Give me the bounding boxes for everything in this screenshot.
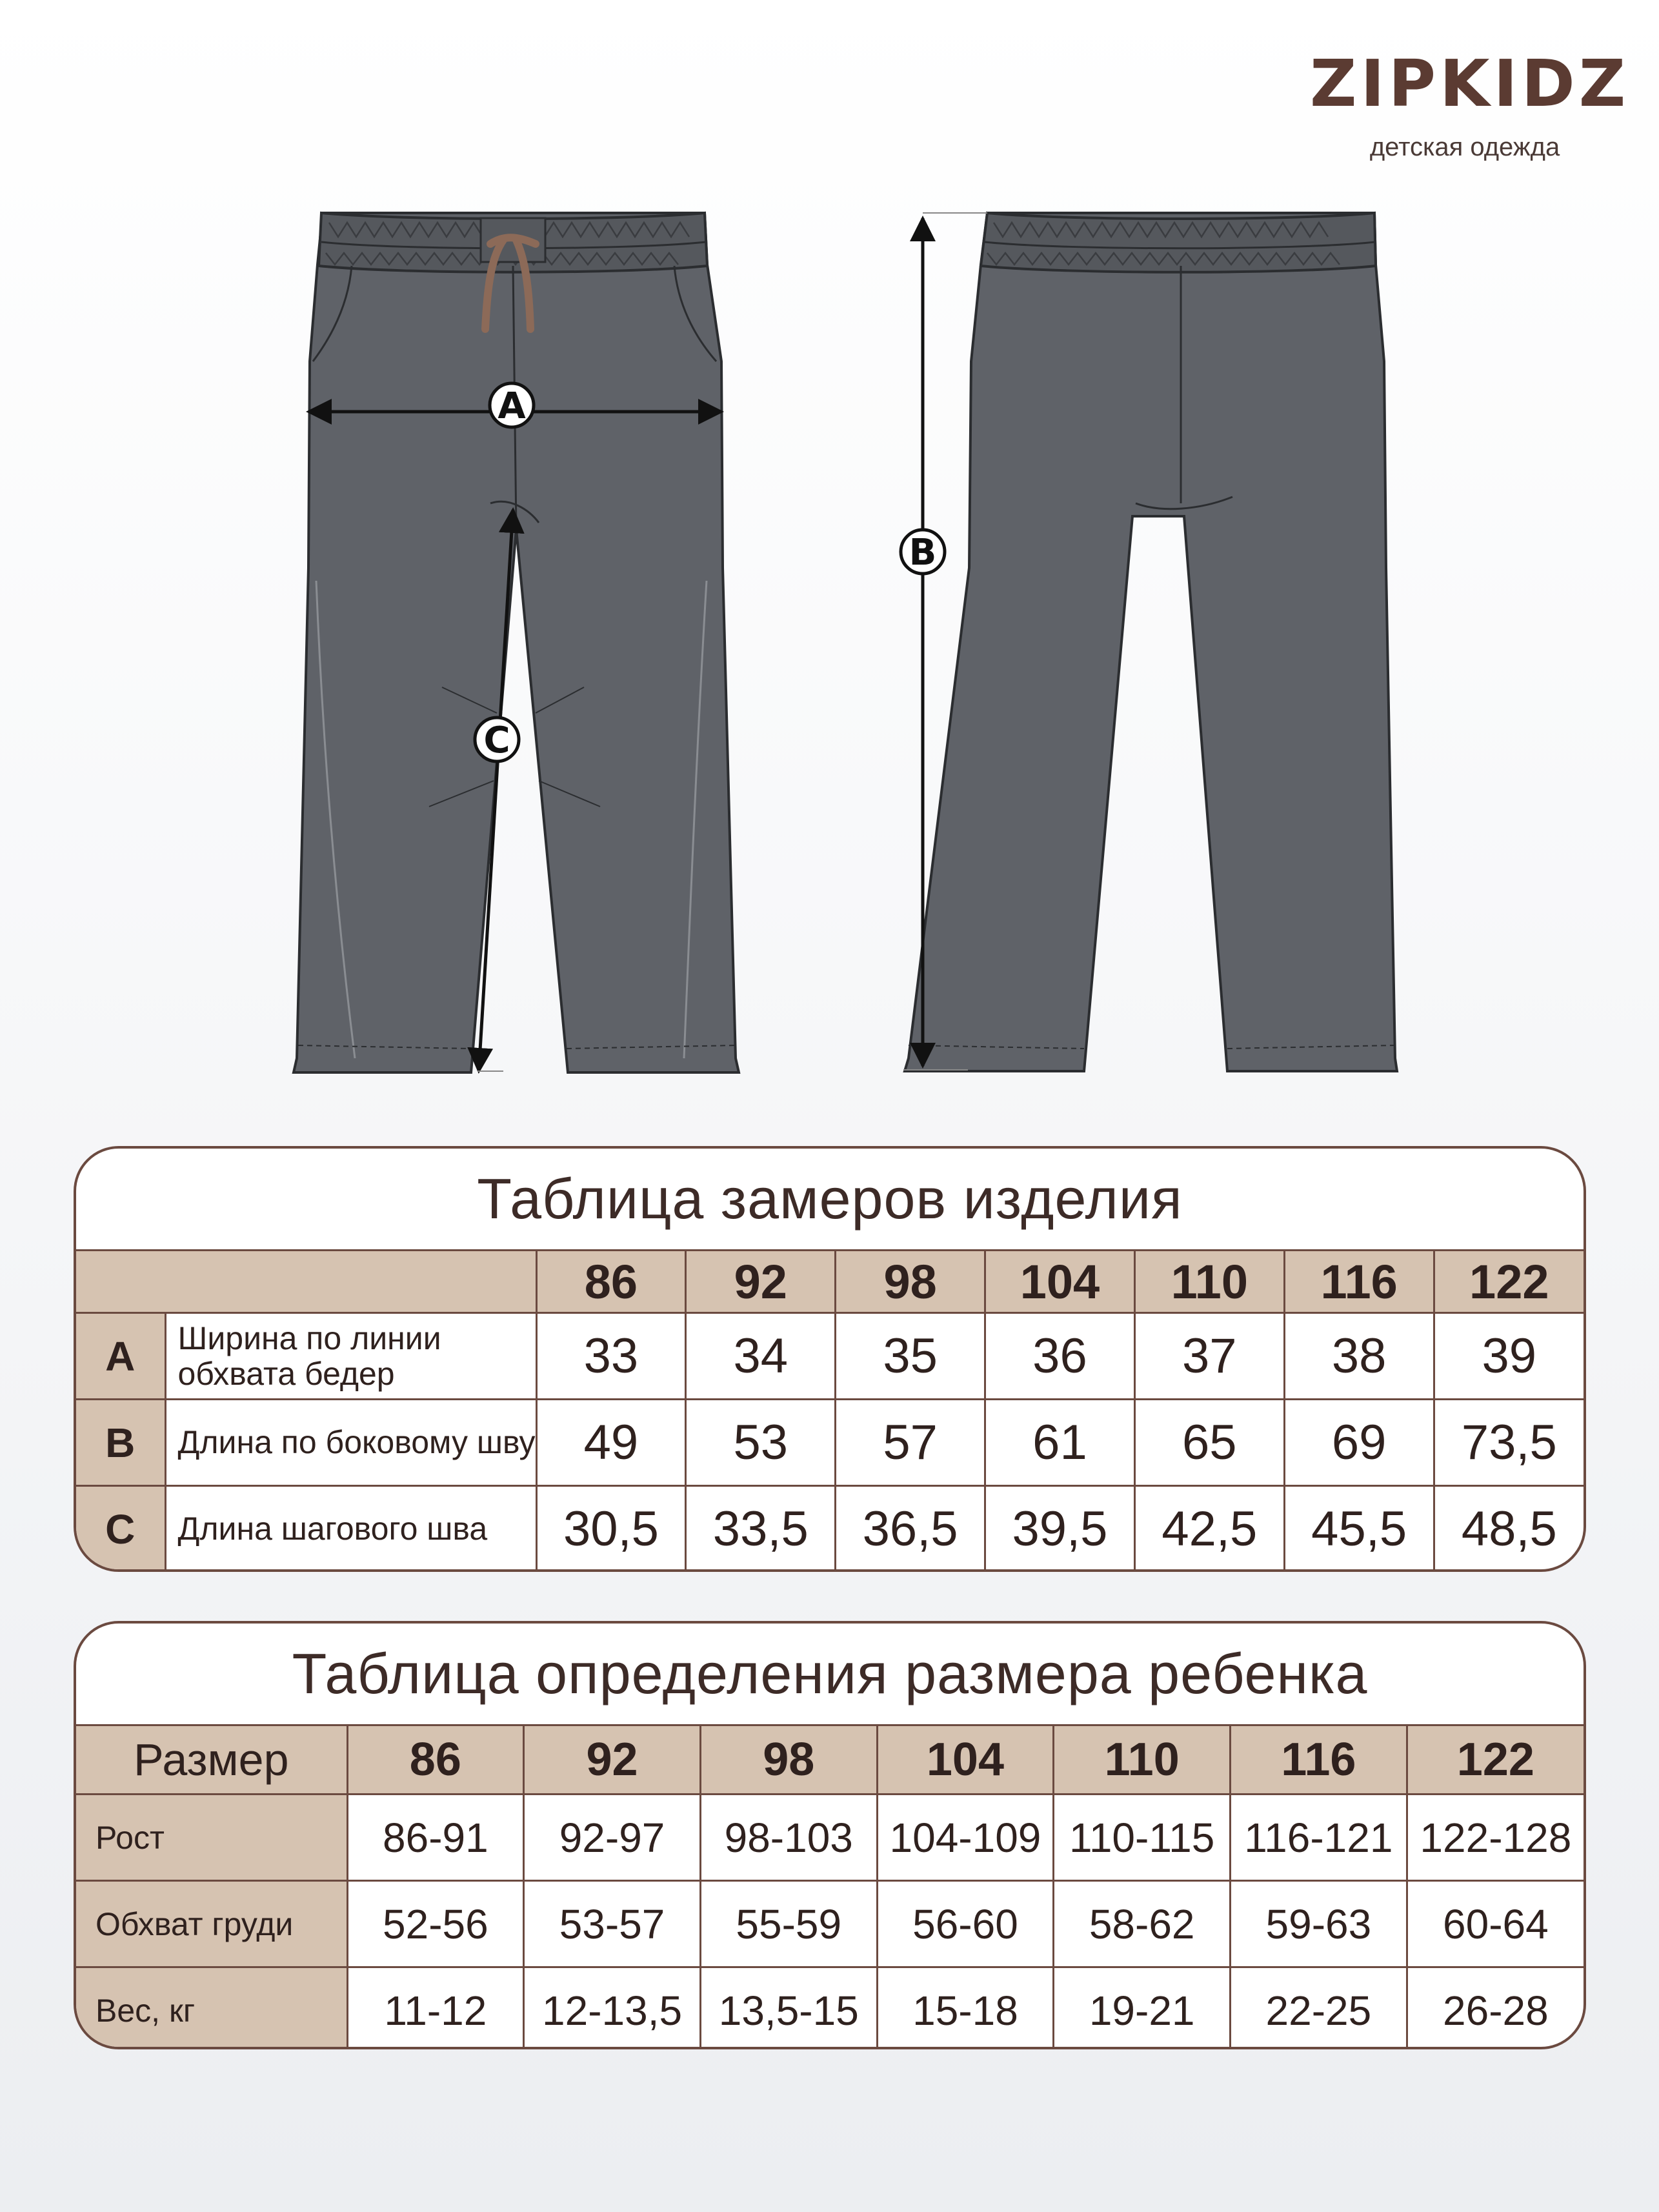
table-cell: 33 [536,1313,686,1400]
table-cell: 104-109 [877,1795,1054,1881]
table-cell: 39,5 [985,1486,1135,1572]
table-cell: 122-128 [1407,1795,1584,1881]
table-row [76,1486,1584,1572]
row-label: Ширина по линии обхвата бедер [165,1313,536,1400]
table-cell: 98-103 [700,1795,877,1881]
table-cell: 36,5 [836,1486,985,1572]
size-header: 92 [686,1251,836,1313]
label-a: A [498,385,526,427]
header-empty-cell [76,1251,536,1313]
size-table-title: Таблица определения размера ребенка [76,1624,1584,1726]
table-cell: 110-115 [1054,1795,1231,1881]
measurements-table [76,1251,1584,1571]
row-letter: B [76,1400,165,1486]
row-label: Рост [76,1795,347,1881]
table-cell: 33,5 [686,1486,836,1572]
front-view [294,213,739,1072]
size-table [76,1726,1584,2049]
size-header: 110 [1054,1726,1231,1795]
table-header-row [76,1726,1584,1795]
table-cell: 11-12 [347,1967,524,2050]
row-label: Длина шагового шва [165,1486,536,1572]
table-header-row [76,1251,1584,1313]
table-cell: 61 [985,1400,1135,1486]
table-cell: 53 [686,1400,836,1486]
table-cell: 52-56 [347,1881,524,1967]
size-header: 122 [1407,1726,1584,1795]
size-header: 92 [524,1726,701,1795]
table-cell: 12-13,5 [524,1967,701,2050]
label-b: B [909,532,937,574]
size-header: 104 [877,1726,1054,1795]
table-row [76,1795,1584,1881]
size-header-label: Размер [76,1726,347,1795]
brand-tagline: детская одежда [1369,133,1560,161]
row-letter: C [76,1486,165,1572]
table-cell: 37 [1134,1313,1284,1400]
table-cell: 58-62 [1054,1881,1231,1967]
size-header: 116 [1231,1726,1407,1795]
table-cell: 39 [1434,1313,1584,1400]
row-letter: A [76,1313,165,1400]
table-cell: 69 [1284,1400,1434,1486]
table-cell: 15-18 [877,1967,1054,2050]
brand-name: ZIPKIDZ [1310,46,1630,121]
table-cell: 26-28 [1407,1967,1584,2050]
table-cell: 48,5 [1434,1486,1584,1572]
table-cell: 116-121 [1231,1795,1407,1881]
table-cell: 60-64 [1407,1881,1584,1967]
table-cell: 86-91 [347,1795,524,1881]
size-header: 86 [536,1251,686,1313]
size-header: 98 [700,1726,877,1795]
table-cell: 30,5 [536,1486,686,1572]
size-header: 104 [985,1251,1135,1313]
table-row [76,1881,1584,1967]
table-cell: 19-21 [1054,1967,1231,2050]
table-cell: 38 [1284,1313,1434,1400]
table-cell: 56-60 [877,1881,1054,1967]
row-label: Вес, кг [76,1967,347,2050]
table-cell: 49 [536,1400,686,1486]
table-cell: 65 [1134,1400,1284,1486]
table-cell: 34 [686,1313,836,1400]
table-row [76,1313,1584,1400]
label-c: C [483,719,510,761]
table-cell: 45,5 [1284,1486,1434,1572]
table-cell: 36 [985,1313,1135,1400]
size-header: 116 [1284,1251,1434,1313]
size-table-card [74,1621,1586,2049]
row-label: Обхват груди [76,1881,347,1967]
size-header: 86 [347,1726,524,1795]
size-header: 122 [1434,1251,1584,1313]
table-cell: 53-57 [524,1881,701,1967]
size-header: 98 [836,1251,985,1313]
row-label: Длина по боковому шву [165,1400,536,1486]
measurements-table-card [74,1146,1586,1572]
table-cell: 57 [836,1400,985,1486]
size-header: 110 [1134,1251,1284,1313]
table-cell: 22-25 [1231,1967,1407,2050]
measurements-table-title: Таблица замеров изделия [76,1149,1584,1251]
table-row [76,1967,1584,2050]
table-cell: 13,5-15 [700,1967,877,2050]
table-cell: 42,5 [1134,1486,1284,1572]
table-row [76,1400,1584,1486]
back-view [901,213,1397,1071]
table-cell: 55-59 [700,1881,877,1967]
table-cell: 35 [836,1313,985,1400]
table-cell: 59-63 [1231,1881,1407,1967]
table-cell: 92-97 [524,1795,701,1881]
table-cell: 73,5 [1434,1400,1584,1486]
